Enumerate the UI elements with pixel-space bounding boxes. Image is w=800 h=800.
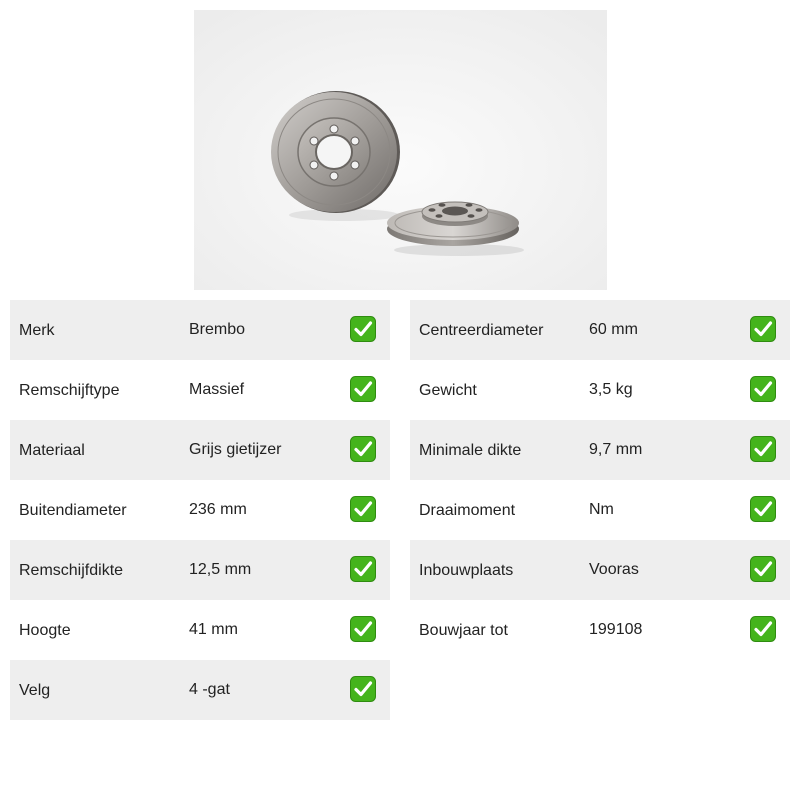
spec-row-inbouwplaats xyxy=(410,540,790,600)
check-mark-button-icon xyxy=(350,496,376,522)
spec-label: Remschijftype xyxy=(19,382,120,399)
spec-label: Draaimoment xyxy=(419,502,516,519)
spec-row-buitendiameter xyxy=(10,480,390,540)
spec-row-remschijfdikte xyxy=(10,540,390,600)
check-mark-button-icon xyxy=(350,616,376,642)
spec-label: Buitendiameter xyxy=(19,502,127,519)
spec-row-bouwjaar-tot xyxy=(410,600,790,660)
spec-label: Materiaal xyxy=(19,442,85,459)
spec-value: 12,5 mm xyxy=(189,561,252,578)
spec-row-gewicht xyxy=(410,360,790,420)
spec-table-left xyxy=(10,300,390,720)
check-mark-button-icon xyxy=(350,436,376,462)
check-mark-button-icon xyxy=(750,616,776,642)
spec-value: 60 mm xyxy=(589,321,638,338)
spec-value: 41 mm xyxy=(189,621,238,638)
spec-row-minimale-dikte xyxy=(410,420,790,480)
check-mark-button-icon xyxy=(350,676,376,702)
spec-value: Nm xyxy=(589,501,614,518)
spec-row-centreerdiameter xyxy=(410,300,790,360)
spec-value: Massief xyxy=(189,381,245,398)
spec-value: Vooras xyxy=(589,561,639,578)
spec-label: Minimale dikte xyxy=(419,442,522,459)
product-image xyxy=(194,10,607,290)
spec-label: Centreerdiameter xyxy=(419,322,544,339)
spec-label: Merk xyxy=(19,322,55,339)
spec-row-hoogte xyxy=(10,600,390,660)
spec-row-materiaal xyxy=(10,420,390,480)
spec-value: 236 mm xyxy=(189,501,247,518)
spec-row-draaimoment xyxy=(410,480,790,540)
check-mark-button-icon xyxy=(750,496,776,522)
check-mark-button-icon xyxy=(350,376,376,402)
check-mark-button-icon xyxy=(350,556,376,582)
spec-value: 4 -gat xyxy=(189,681,230,698)
check-mark-button-icon xyxy=(750,316,776,342)
check-mark-button-icon xyxy=(350,316,376,342)
brake-disc-illustration xyxy=(194,10,607,290)
spec-value: 3,5 kg xyxy=(589,381,633,398)
spec-row-merk xyxy=(10,300,390,360)
spec-table-right xyxy=(410,300,790,660)
spec-label: Bouwjaar tot xyxy=(419,622,508,639)
check-mark-button-icon xyxy=(750,436,776,462)
spec-value: Brembo xyxy=(189,321,246,338)
spec-value: 9,7 mm xyxy=(589,441,643,458)
spec-label: Hoogte xyxy=(19,622,71,639)
spec-row-velg xyxy=(10,660,390,720)
spec-value: Grijs gietijzer xyxy=(189,441,282,458)
check-mark-button-icon xyxy=(750,556,776,582)
spec-label: Gewicht xyxy=(419,382,477,399)
check-mark-button-icon xyxy=(750,376,776,402)
spec-label: Remschijfdikte xyxy=(19,562,124,579)
spec-label: Velg xyxy=(19,682,51,699)
spec-row-remschijftype xyxy=(10,360,390,420)
spec-label: Inbouwplaats xyxy=(419,562,514,579)
spec-value: 199108 xyxy=(589,621,643,638)
